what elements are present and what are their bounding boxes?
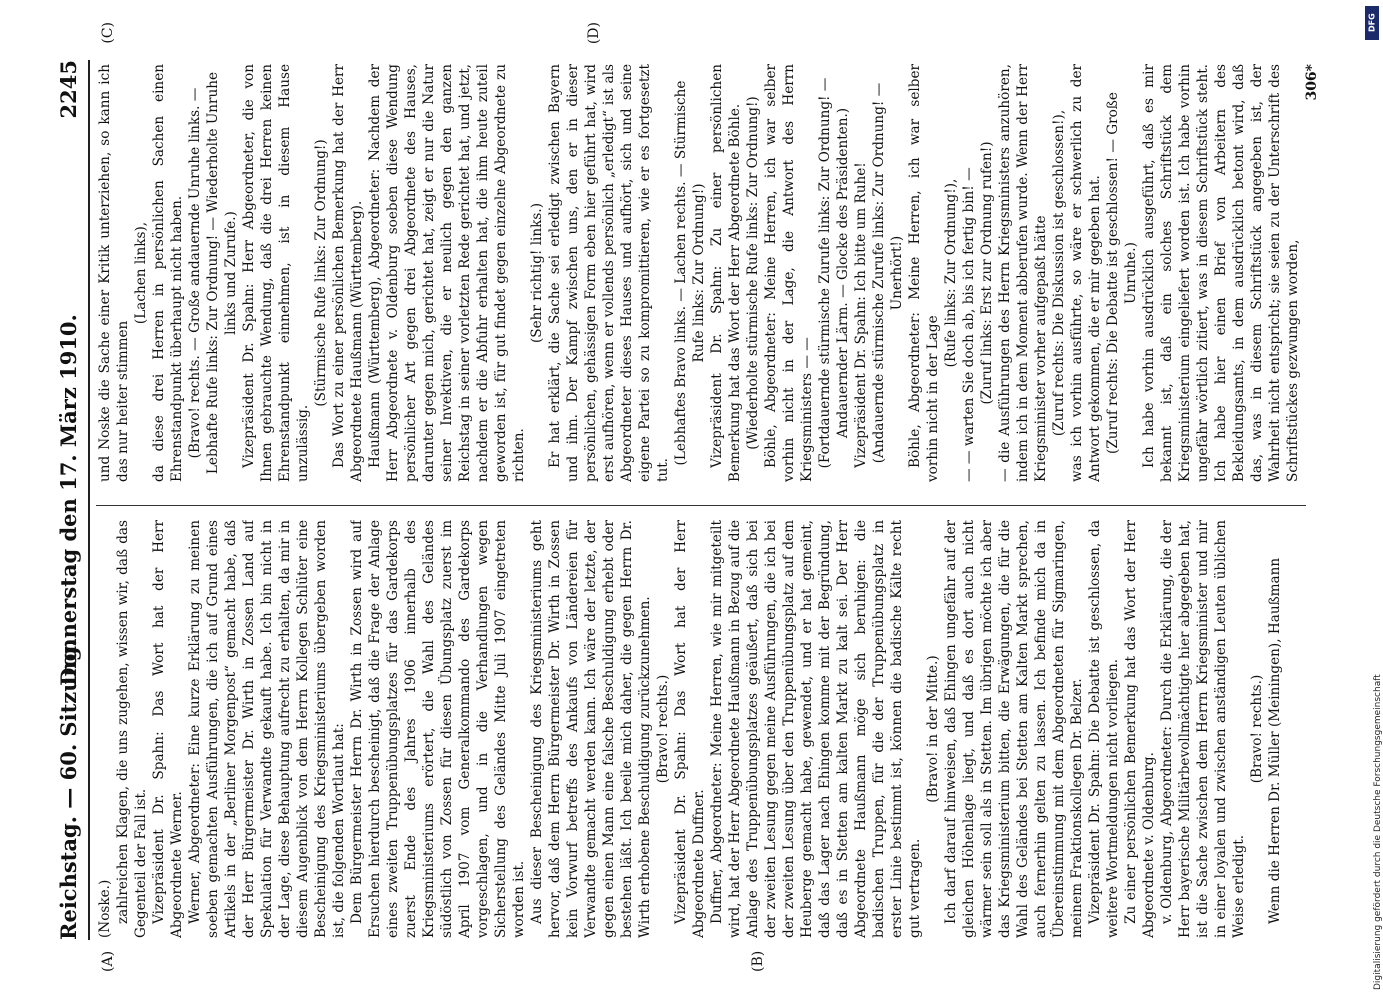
paragraph: Aus dieser Bescheinigung des Kriegsministeriums geht hervor, daß dem Herrn Bürgermeister Dr. Wirth in Zossen kein Vorwurf betreffs des Ankaufs von Ländereien für Verwandte gemacht werden kann. Ich wäre der letzte, der gegen einen Mann eine falsche Beschuldigung erhebt oder bestehen läßt. Ich beeile mich daher, die gegen Herrn Dr. Wirth erhobene Beschuldigung zurückzunehmen.: [529, 520, 653, 938]
paragraph: Haußmann (Württemberg), Abgeordneter: Nachdem der Herr Abgeordnete v. Oldenburg soeben diese Wendung persönlicher Art gegen drei Abgeordnete des Hauses, darunter gegen mich, gerichtet hat, zeigt er nur die Natur seiner Invektiven, die er neulich gegen den ganzen Reichstag in seiner vorletzten Rede gerichtet hat, und jetzt, nachdem er die Abfuhr erhalten hat, die ihm heute zuteil geworden ist, für gut findet gegen einzelne Abgeordnete zu richten.: [367, 64, 527, 482]
paragraph: zahlreichen Klagen, die uns zugehen, wissen wir, daß das Gegenteil der Fall ist.: [115, 520, 149, 938]
paragraph: Er hat erklärt, die Sache sei erledigt zwischen Bayern und ihm. Der Kampf zwischen uns, den er in dieser persönlichen, gehässigen Form eben hier geführt hat, wird erst aufhören, wenn er vollends persönlich „erledigt“ ist als Abgeordneter dieses Hauses und aufhört, sich und seine eigene Partei so zu kompromittieren, wie er es fortgesetzt tut.: [547, 64, 671, 482]
paragraph: Vizepräsident Dr. Spahn: Ich bitte um Ruhe!: [853, 162, 869, 468]
paragraph: was ich vorhin ausführte, so wäre er schwerlich zu der Antwort gekommen, die er mir gegeben hat.: [1069, 64, 1103, 482]
paragraph: da diese drei Herren in persönlichen Sachen einen Ehrenstandpunkt überhaupt nicht haben.: [151, 64, 185, 482]
margin-marker-b: (B): [750, 950, 766, 972]
paragraph: (Lachen links),: [133, 221, 149, 325]
paragraph: Vizepräsident Dr. Spahn: Herr Abgeordneter, die von Ihnen gebrauchte Wendung, daß die drei Herren keinen Ehrenstandpunkt einnehmen, ist in diesem Hause unzulässig.: [241, 64, 311, 482]
paragraph: (Lebhaftes Bravo links. — Lachen rechts. — Stürmische Rufe links: Zur Ordnung!): [673, 80, 707, 466]
paragraph: Vizepräsident Dr. Spahn: Zu einer persönlichen Bemerkung hat das Wort der Herr Abgeordnete Böhle.: [709, 64, 743, 482]
paragraph: Böhle, Abgeordneter: Meine Herren, ich war selber vorhin nicht in der Lage: [907, 64, 941, 482]
paragraph: und Noske die Sache einer Kritik unterziehen, so kann ich das nur heiter stimmen: [97, 64, 131, 482]
paragraph: Dem Bürgermeister Herrn Dr. Wirth in Zossen wird auf Ersuchen hierdurch bescheinigt, daß die Frage der Anlage eines zweiten Truppenübungsplatzes für das Gardekorps zuerst Ende des Jahres 1906 innerhalb des Kriegsministeriums erörtert, die Wahl des Geländes südöstlich von Zossen für diesen Übungsplatz zuerst im April 1907 vom Generalkommando des Gardekorps vorgeschlagen, und in die Verhandlungen wegen Sicherstellung des Geländes Mitte Juli 1907 eingetreten worden ist.: [349, 520, 527, 938]
margin-marker-a: (A): [100, 950, 116, 972]
paragraph: v. Oldenburg, Abgeordneter: Durch die Erklärung, die der Herr bayerische Militärbevollmächtigte hier abgegeben hat, ist die Sache zwischen dem Herrn Kriegsminister und mir in einer loyalen und zwischen anständigen Leuten üblichen Weise erledigt.: [1159, 520, 1247, 938]
paragraph: Vizepräsident Dr. Spahn: Das Wort hat der Herr Abgeordnete Werner.: [151, 520, 185, 938]
page-header: [56, 60, 86, 940]
paragraph: (Rufe links: Zur Ordnung!),: [943, 178, 959, 368]
margin-marker-d: (D): [586, 22, 602, 45]
paragraph: — — warten Sie doch ab, bis ich fertig bin! —: [961, 167, 977, 482]
paragraph: — die Ausführungen des Herrn Kriegsministers anzuhören, indem ich in dem Moment abberufen wurde. Wenn der Herr Kriegsminister vorher aufgepaßt hätte: [997, 64, 1049, 482]
margin-marker-c: (C): [100, 22, 116, 44]
paragraph: (Zuruf links: Erst zur Ordnung rufen!): [979, 141, 995, 405]
header-rule: [88, 60, 90, 940]
paragraph: (Stürmische Rufe links: Zur Ordnung!): [313, 139, 329, 407]
paragraph: (Bravo! rechts.): [655, 674, 671, 784]
paragraph: (Bravo! rechts.): [1249, 674, 1265, 784]
paragraph: Duffner, Abgeordneter: Meine Herren, wie mir mitgeteilt wird, hat der Herr Abgeordnete Haußmann in Bezug auf die Anlage des Truppenübungsplatzes geäußert, daß sich bei der zweiten Lesung gegen meine Ausführungen, die ich bei der zweiten Lesung über den Truppenübungsplatz auf dem Heuberge gemacht habe, gewendet, und er hat gemeint, daß das Lager nach Ehingen komme mit der Begründung, daß es in Stetten am kalten Markt zu kalt sei. Der Herr Abgeordnete Haußmann möge sich beruhigen: die badischen Truppen, für die der Truppenübungsplatz in erster Linie bestimmt ist, können die badische Kälte recht gut vertragen.: [709, 520, 923, 938]
paragraph: (Sehr richtig! links.): [529, 202, 545, 344]
paragraph: (Andauernde stürmische Zurufe links: Zur Ordnung! — Unerhört!): [871, 82, 905, 464]
paragraph: Das Wort zu einer persönlichen Bemerkung hat der Herr Abgeordnete Haußmann (Württemberg).: [331, 64, 365, 482]
paragraph: Zu einer persönlichen Bemerkung hat das Wort der Herr Abgeordnete v. Oldenburg.: [1123, 520, 1157, 938]
header-date: Donnerstag den 17. März 1910.: [56, 314, 81, 686]
paragraph: Werner, Abgeordneter: Eine kurze Erklärung zu meinen soeben gemachten Ausführungen, die ich auf Grund eines Artikels in der „Berliner Morgenpost“ gemacht habe, daß der Herr Bürgermeister Dr. Wirth in Zossen Land auf Spekulation für Verwandte gekauft habe. Ich bin nicht in der Lage, diese Behauptung aufrecht zu erhalten, da mir in diesem Augenblick von dem Herrn Kollegen Schlüter eine Bescheinigung des Kriegsministeriums übergeben worden ist, die folgenden Wortlaut hat:: [187, 520, 347, 938]
column-divider: [96, 505, 1306, 506]
paragraph: (Fortdauernde stürmische Zurufe links: Zur Ordnung! — Andauernder Lärm. — Glocke des Präsidenten.): [817, 77, 851, 469]
paragraph: (Noske.): [97, 879, 113, 938]
paragraph: Ich habe vorhin ausdrücklich ausgeführt, daß es mir bekannt ist, daß ein solches Schriftstück dem Kriegsministerium eingeliefert worden ist. Ich habe vorhin ungefähr wörtlich zitiert, was in diesem Schriftstück steht. Ich habe hier einen Brief von Arbeitern des Bekleidungsamts, in dem ausdrücklich betont wird, daß das, was in diesem Schriftstück angegeben ist, der Wahrheit nicht entspricht; sie seien zu der Unterschrift des Schriftstückes gezwungen worden,: [1141, 64, 1301, 482]
right-column: [96, 64, 1306, 482]
paragraph: Vizepräsident Dr. Spahn: Das Wort hat der Herr Abgeordnete Duffner.: [673, 520, 707, 938]
paragraph: (Wiederholte stürmische Rufe links: Zur Ordnung!): [745, 96, 761, 450]
paragraph: (Bravo! rechts. — Große andauernde Unruhe links. — Lebhafte Rufe links: Zur Ordnung! — Wiederholte Unruhe links und Zurufe.): [187, 71, 239, 475]
paragraph: (Zuruf rechts: Die Diskussion ist geschlossen!),: [1051, 109, 1067, 437]
paragraph: Wenn die Herren Dr. Müller (Meiningen), Haußmann: [1267, 557, 1283, 924]
signature-mark: 306*: [1304, 64, 1320, 101]
left-column: [96, 520, 1306, 938]
header-session: Reichstag. — 60. Sitzung.: [56, 639, 81, 940]
dfg-logo: DFG: [1365, 6, 1379, 40]
page-number: 2245: [56, 60, 81, 119]
paragraph: Vizepräsident Dr. Spahn: Die Debatte ist geschlossen, da weitere Wortmeldungen nicht vorliegen.: [1087, 520, 1121, 938]
paragraph: Böhle, Abgeordneter: Meine Herren, ich war selber vorhin nicht in der Lage, die Antwort des Herrn Kriegsministers — —: [763, 64, 815, 482]
funding-note: Digitalisierung gefördert durch die Deutsche Forschungsgemeinschaft: [1373, 674, 1383, 990]
paragraph: Ich darf darauf hinweisen, daß Ehingen ungefähr auf der gleichen Höhenlage liegt, und daß es dort auch nicht wärmer sein soll als in Stetten. Im übrigen möchte ich aber das Kriegsministerium bitten, die Erwägungen, die für die Wahl des Geländes bei Stetten am Kalten Markt sprechen, auch fernerhin gelten zu lassen. Ich befinde mich da in Übereinstimmung mit dem Abgeordneten für Sigmaringen, meinem Fraktionskollegen Dr. Belzer.: [943, 520, 1085, 938]
paragraph: (Bravo! in der Mitte.): [925, 655, 941, 803]
paragraph: (Zuruf rechts: Die Debatte ist geschlossen! — Große Unruhe.): [1105, 92, 1139, 454]
